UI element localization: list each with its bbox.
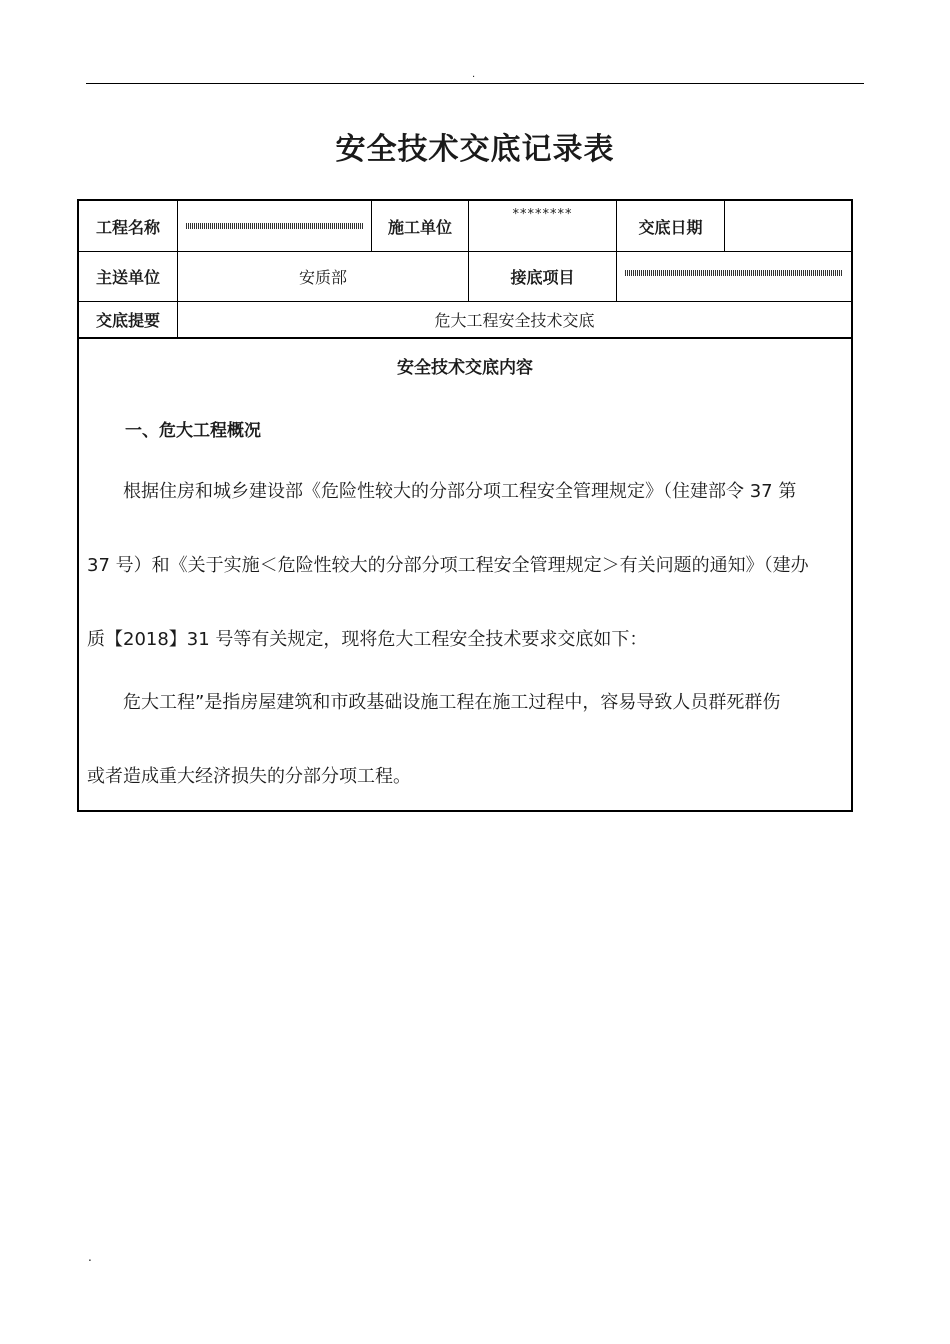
- item-label: 接底项目: [510, 268, 575, 287]
- header-rule: [86, 83, 864, 84]
- item-value: [617, 252, 851, 294]
- paragraph-line: 或者造成重大经济损失的分部分项工程。: [87, 766, 411, 787]
- summary-value: 危大工程安全技术交底: [434, 311, 595, 330]
- summary-label: 交底提要: [95, 311, 160, 330]
- project-name-value: [178, 201, 371, 251]
- paragraph-line: 质【2018】31 号等有关规定，现将危大工程安全技术要求交底如下：: [87, 629, 648, 650]
- page-title: 安全技术交底记录表: [335, 132, 615, 167]
- sender-label: 主送单位: [95, 268, 160, 287]
- date-value: [725, 201, 851, 251]
- redacted-filler: [186, 223, 363, 229]
- sender-value: 安质部: [298, 268, 347, 287]
- paragraph-line: 危大工程”是指房屋建筑和市政基础设施工程在施工过程中，容易导致人员群死群伤: [87, 692, 781, 713]
- date-label: 交底日期: [638, 217, 703, 237]
- footer-dot: .: [88, 1250, 92, 1264]
- section-title: 一、危大工程概况: [125, 421, 261, 441]
- redacted-filler: [625, 270, 843, 276]
- project-name-label: 工程名称: [95, 217, 160, 237]
- row-divider: [79, 337, 851, 339]
- header-dot: .: [472, 69, 476, 80]
- contractor-value: ********: [512, 206, 573, 222]
- paragraph-line: 根据住房和城乡建设部《危险性较大的分部分项工程安全管理规定》（住建部令 37 第: [87, 481, 797, 502]
- paragraph-line: 37 号）和《关于实施＜危险性较大的分部分项工程安全管理规定＞有关问题的通知》（建办: [87, 555, 809, 576]
- content-heading: 安全技术交底内容: [397, 358, 533, 378]
- contractor-label: 施工单位: [387, 217, 452, 237]
- record-table: [77, 199, 853, 812]
